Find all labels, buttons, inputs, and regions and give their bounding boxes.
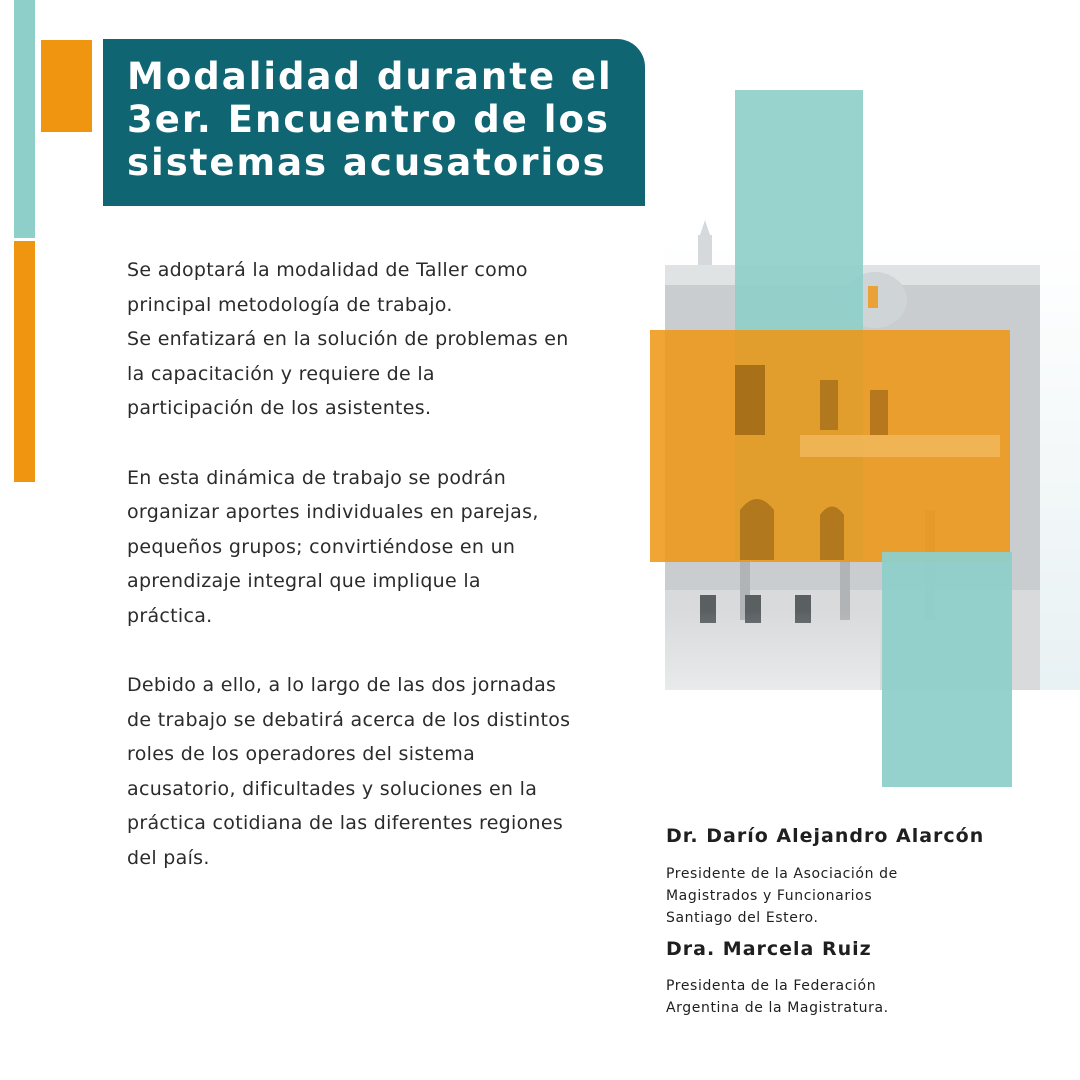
decor-bar-orange: [14, 241, 35, 482]
page-title: [127, 55, 625, 184]
signature-1-role: [666, 863, 898, 929]
text-line: acusatorio, dificultades y soluciones en la: [127, 777, 538, 800]
building-illustration: [640, 90, 1080, 790]
text-line: la capacitación y requiere de la: [127, 362, 435, 385]
title-line: sistemas acusatorios: [127, 141, 607, 184]
text-line: organizar aportes individuales en parejas,: [127, 501, 539, 523]
title-line: Modalidad durante el: [127, 55, 613, 98]
text-line: principal metodología de trabajo.: [127, 293, 453, 316]
signature-2-role: [666, 975, 889, 1019]
orange-overlay: [650, 330, 1010, 562]
text-line: Debido a ello, a lo largo de las dos jornadas: [127, 674, 557, 696]
title-line: 3er. Encuentro de los: [127, 98, 610, 141]
signer-role-line: Presidenta de la Federación: [666, 978, 877, 994]
text-line: Se enfatizará en la solución de problemas en: [127, 328, 569, 350]
body-text: [127, 253, 627, 875]
signature-2: [666, 938, 872, 960]
text-line: roles de los operadores del sistema: [127, 743, 476, 765]
building-photo: [640, 90, 1080, 790]
text-line: En esta dinámica de trabajo se podrán: [127, 466, 507, 489]
text-line: aprendizaje integral que implique la: [127, 570, 481, 592]
text-line: Se adoptará la modalidad de Taller como: [127, 259, 528, 281]
signer-name: Dra. Marcela Ruiz: [666, 938, 872, 960]
signer-role-line: Argentina de la Magistratura.: [666, 1000, 889, 1016]
paragraph-3: [127, 668, 627, 875]
paragraph-2: [127, 461, 627, 634]
text-line: del país.: [127, 846, 210, 869]
decor-bar-teal: [14, 0, 35, 238]
paragraph-1: [127, 253, 627, 426]
signature-1: [666, 825, 984, 847]
signer-role-line: Presidente de la Asociación de: [666, 866, 898, 882]
signer-name: Dr. Darío Alejandro Alarcón: [666, 825, 985, 847]
title-banner: [103, 39, 645, 206]
text-line: práctica cotidiana de las diferentes regiones: [127, 812, 564, 834]
signer-role-line: Santiago del Estero.: [666, 910, 819, 926]
text-line: práctica.: [127, 604, 213, 627]
signer-role-line: Magistrados y Funcionarios: [666, 888, 873, 904]
text-line: pequeños grupos; convirtiéndose en un: [127, 535, 516, 558]
text-line: participación de los asistentes.: [127, 397, 432, 419]
text-line: de trabajo se debatirá acerca de los distintos: [127, 708, 571, 731]
decor-square-orange: [41, 40, 92, 132]
